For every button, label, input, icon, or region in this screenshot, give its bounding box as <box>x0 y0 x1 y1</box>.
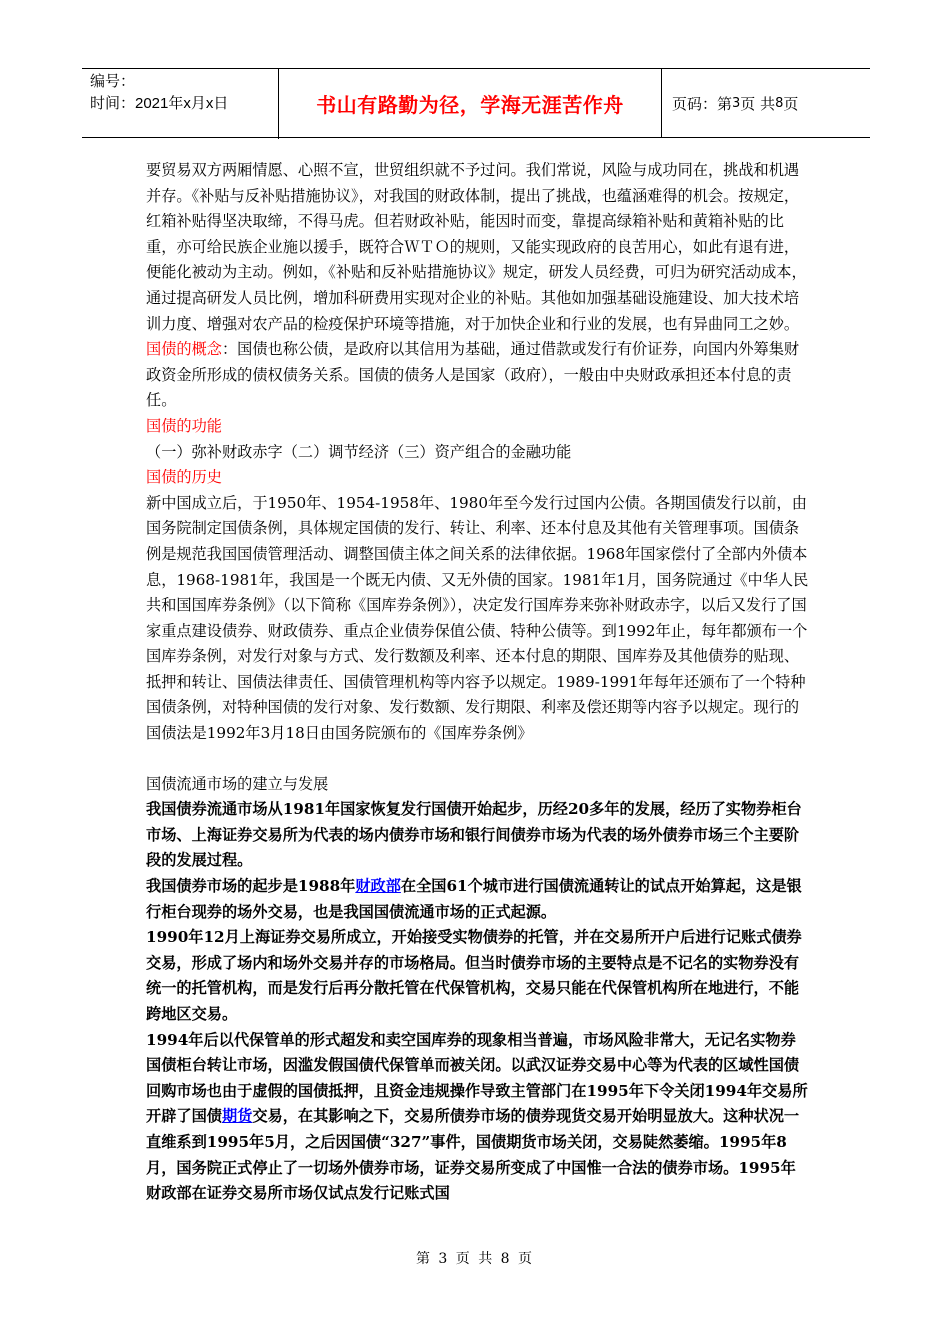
footer-prefix: 第 <box>415 1251 432 1267</box>
concept-label: 国债的概念 <box>146 340 222 359</box>
concept-text: ：国债也称公债，是政府以其信用为基础，通过借款或发行有价证券，向国内外筹集财政资金所形成的债权债务关系。国债的债务人是国家（政府），一般由中央财政承担还本付息的责任。 <box>146 340 800 410</box>
page-label: 页码：第 <box>672 94 733 113</box>
market-heading: 国债流通市场的建立与发展 <box>146 774 329 793</box>
history-heading: 国债的历史 <box>146 468 222 487</box>
spacer <box>146 747 810 772</box>
page-total: 8 <box>775 95 784 111</box>
page-footer <box>0 1248 950 1268</box>
b2-post: 在全国61个城市进行国债流通转让的试点开始算起，这是银行柜台现券的场外交易，也是我国国债流通市场的正式起源。 <box>146 877 802 921</box>
b4-post: 交易，在其影响之下，交易所债券市场的债券现货交易开始明显放大。这种状况一直维系到1995年5月，之后因国债“327”事件，国债期货市场关闭，交易陡然萎缩。1995年8月，国务院正式停止了一切场外债券市场，证券交易所变成了中国惟一合法的债券市场。1995年财政部在证券交易所市场仅试点发行记账式国 <box>146 1107 800 1203</box>
function-text: （一）弥补财政赤字（二）调节经济（三）资产组合的金融功能 <box>146 442 572 461</box>
header-motto: 书山有路勤为径，学海无涯苦作舟 <box>279 69 662 137</box>
footer-mid: 页 共 <box>455 1251 495 1267</box>
header-page-info <box>662 69 880 137</box>
footer-suffix: 页 <box>518 1251 535 1267</box>
page-current: 3 <box>732 95 741 111</box>
futures-link[interactable]: 期货 <box>221 1107 253 1126</box>
market-paragraph-4 <box>146 1028 810 1207</box>
footer-current: 3 <box>438 1251 450 1267</box>
b2-pre: 我国债券市场的起步是1988年 <box>146 877 356 896</box>
market-paragraph-3: 1990年12月上海证券交易所成立，开始接受实物债券的托管，并在交易所开户后进行记账式债券交易，形成了场内和场外交易并存的市场格局。但当时债券市场的主要特点是不记名的实物券没有统一的托管机构，而是发行后再分散托管在代保管机构，交易只能在代保管机构所在地进行，不能跨地区交易。 <box>146 928 802 1023</box>
header-meta <box>82 69 279 139</box>
paragraph-concept <box>146 337 810 414</box>
footer-total: 8 <box>500 1251 512 1267</box>
document-body <box>146 158 810 1207</box>
page-mid: 页 共 <box>740 94 776 113</box>
doc-number-label: 编号： <box>90 73 136 90</box>
doc-time-label: 时间：2021年x月x日 <box>90 95 229 112</box>
function-heading: 国债的功能 <box>146 416 222 435</box>
ministry-of-finance-link[interactable]: 财政部 <box>355 877 401 896</box>
market-paragraph-2 <box>146 874 810 925</box>
paragraph-subsidy: 要贸易双方两厢情愿、心照不宣，世贸组织就不予过问。我们常说，风险与成功同在，挑战和机遇并存。《补贴与反补贴措施协议》，对我国的财政体制，提出了挑战，也蕴涵难得的机会。按规定，红箱补贴得坚决取缔，不得马虎。但若财政补贴，能因时而变，靠提高绿箱补贴和黄箱补贴的比重，亦可给民族企业施以援手，既符合ＷＴＯ的规则，又能实现政府的良苦用心，如此有退有进，便能化被动为主动。例如，《补贴和反补贴措施协议》规定，研发人员经费，可归为研究活动成本，通过提高研发人员比例，增加科研费用实现对企业的补贴。其他如加强基础设施建设、加大技术培训力度、增强对农产品的检疫保护环境等措施，对于加快企业和行业的发展，也有异曲同工之妙。 <box>146 161 807 333</box>
page-header <box>82 68 870 138</box>
market-paragraph-1: 我国债券流通市场从1981年国家恢复发行国债开始起步，历经20多年的发展，经历了实物券柜台市场、上海证券交易所为代表的场内债券市场和银行间债券市场为代表的场外债券市场三个主要阶段的发展过程。 <box>146 800 802 870</box>
b4-pre: 1994年后以代保管单的形式超发和卖空国库券的现象相当普遍，市场风险非常大，无记名实物券国债柜台转让市场，因滥发假国债代保管单而被关闭。以武汉证券交易中心等为代表的区域性国债回购市场也由于虚假的国债抵押，且资金违规操作导致主管部门在1995年下令关闭1994年交易所开辟了国债 <box>146 1030 808 1126</box>
history-text: 新中国成立后，于1950年、1954-1958年、1980年至今发行过国内公债。各期国债发行以前，由国务院制定国债条例，具体规定国债的发行、转让、利率、还本付息及其他有关管理事项。国债条例是规范我国国债管理活动、调整国债主体之间关系的法律依据。1968年国家偿付了全部内外债本息，1968-1981年，我国是一个既无内债、又无外债的国家。1981年1月，国务院通过《中华人民共和国国库券条例》（以下简称《国库券条例》），决定发行国库券来弥补财政赤字，以后又发行了国家重点建设债券、财政债券、重点企业债券保值公债、特种公债等。到1992年止，每年都颁布一个国库券条例，对发行对象与方式、发行数额及利率、还本付息的期限、国库券及其他债券的贴现、抵押和转让、国债法律责任、国债管理机构等内容予以规定。1989-1991年每年还颁布了一个特种国债条例，对特种国债的发行对象、发行数额、发行期限、利率及偿还期等内容予以规定。现行的国债法是1992年3月18日由国务院颁布的《国库券条例》 <box>146 493 809 743</box>
page-end: 页 <box>783 94 799 113</box>
